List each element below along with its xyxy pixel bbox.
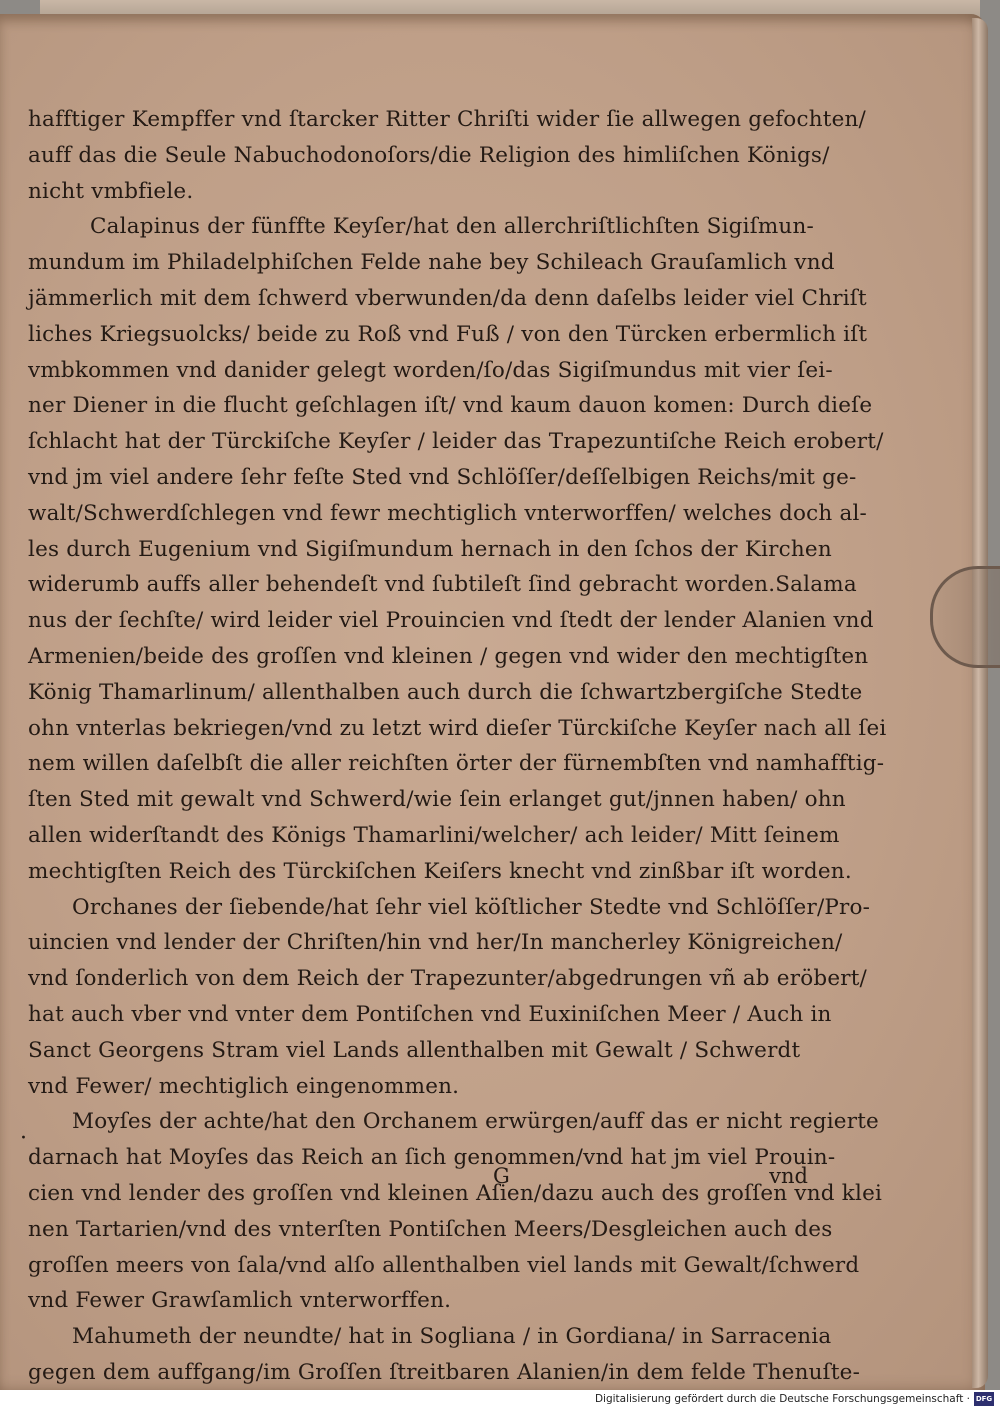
text-line: auff das die Seule Nabuchodonoſors/die Religion des himliſchen Königs/ bbox=[28, 142, 830, 168]
text-line: vnd Fewer Grawſamlich vnterworffen. bbox=[28, 1288, 452, 1314]
text-line: widerumb auffs aller behendeſt vnd ſubtileſt ſind gebracht worden.Salama bbox=[28, 572, 857, 598]
text-line: nen Tartarien/vnd des vnterſten Pontiſchen Meers/Desgleichen auch des bbox=[28, 1216, 833, 1242]
text-line: nem willen daſelbſt die aller reichſten örter der fürnembſten vnd namhafftig- bbox=[28, 751, 885, 777]
text-line: mundum im Philadelphiſchen Felde nahe bey Schileach Grauſamlich vnd bbox=[28, 250, 835, 276]
margin-mark: · bbox=[20, 1126, 27, 1151]
text-line: allen widerſtandt des Königs Thamarlini/welcher/ ach leider/ Mitt ſeinem bbox=[28, 822, 840, 848]
catchword: vnd bbox=[769, 1164, 808, 1188]
text-line: vnd jm viel andere ſehr feſte Sted vnd Schlöſſer/deſſelbigen Reichs/mit ge- bbox=[28, 464, 857, 490]
text-line: hat auch vber vnd vnter dem Pontiſchen vnd Euxiniſchen Meer / Auch in bbox=[28, 1001, 832, 1027]
page-edge bbox=[972, 18, 988, 1388]
text-line: ner Diener in die flucht geſchlagen iſt/ vnd kaum dauon komen: Durch dieſe bbox=[28, 393, 873, 419]
digitization-footer bbox=[0, 1390, 1000, 1412]
text-line: Calapinus der fünffte Keyſer/hat den allerchriſtlichſten Sigiſmun- bbox=[90, 214, 814, 240]
text-line: Mahumeth der neundte/ hat in Sogliana / in Gordiana/ in Sarracenia bbox=[72, 1324, 832, 1350]
signature-mark: G bbox=[493, 1164, 510, 1188]
dfg-credit-text: Digitalisierung gefördert durch die Deutsche Forschungsgemeinschaft · bbox=[594, 1393, 970, 1405]
text-line: cien vnd lender des groſſen vnd kleinen Aſien/dazu auch des groſſen vnd klei bbox=[28, 1180, 883, 1206]
text-line: Armenien/beide des groſſen vnd kleinen / gegen vnd wider den mechtigſten bbox=[28, 643, 869, 669]
signature-row bbox=[28, 1164, 818, 1198]
dfg-logo-icon: DFG bbox=[974, 1392, 994, 1406]
text-line: nicht vmbfiele. bbox=[28, 178, 194, 204]
text-line: uincien vnd lender der Chriſten/hin vnd her/In mancherley Königreichen/ bbox=[28, 930, 843, 956]
text-line: walt/Schwerdſchlegen vnd fewr mechtiglich vnterworffen/ welches doch al- bbox=[28, 500, 868, 526]
text-line: liches Kriegsuolcks/ beide zu Roß vnd Fuß / von den Türcken erbermlich iſt bbox=[28, 321, 868, 347]
text-line: les durch Eugenium vnd Sigiſmundum hernach in den ſchos der Kirchen bbox=[28, 536, 832, 562]
text-line: Sanct Georgens Stram viel Lands allenthalben mit Gewalt / Schwerdt bbox=[28, 1037, 801, 1063]
text-line: jämmerlich mit dem ſchwerd vberwunden/da denn daſelbs leider viel Chriſt bbox=[28, 285, 867, 311]
text-line: hafftiger Kempffer vnd ſtarcker Ritter Chriſti wider ſie allwegen gefochten/ bbox=[28, 107, 866, 132]
text-line: vnd ſonderlich von dem Reich der Trapezunter/abgedrungen vñ ab eröbert/ bbox=[28, 966, 867, 992]
text-line: darnach hat Moyſes das Reich an ſich genommen/vnd hat jm viel Prouin- bbox=[28, 1145, 836, 1171]
text-line: ſchlacht hat der Türckiſche Keyſer / leider das Trapezuntiſche Reich erobert/ bbox=[28, 429, 884, 455]
text-line: ſten Sted mit gewalt vnd Schwerd/wie ſein erlanget gut/jnnen haben/ ohn bbox=[28, 787, 846, 813]
text-line: ohn vnterlas bekriegen/vnd zu letzt wird dieſer Türckiſche Keyſer nach all ſei bbox=[28, 715, 887, 741]
text-line: Moyſes der achte/hat den Orchanem erwürgen/auff das er nicht regierte bbox=[72, 1109, 879, 1135]
text-line: König Thamarlinum/ allenthalben auch durch die ſchwartzbergiſche Stedte bbox=[28, 679, 863, 705]
text-line: mechtigſten Reich des Türckiſchen Keiſers knecht vnd zinßbar iſt worden. bbox=[28, 858, 852, 884]
text-line: Orchanes der ſiebende/hat ſehr viel köſtlicher Stedte vnd Schlöſſer/Pro- bbox=[72, 894, 871, 920]
text-line: gegen dem auffgang/im Groſſen ſtreitbaren Alanien/in dem felde Thenuſte- bbox=[28, 1359, 861, 1385]
text-line: nus der ſechſte/ wird leider viel Prouincien vnd ſtedt der lender Alanien vnd bbox=[28, 608, 874, 634]
text-line: groſſen meers von ſala/vnd alſo allenthalben viel lands mit Gewalt/ſchwerd bbox=[28, 1252, 860, 1278]
text-line: vnd Fewer/ mechtiglich eingenommen. bbox=[28, 1073, 460, 1099]
text-line: vmbkommen vnd danider gelegt worden/ſo/das Sigiſmundus mit vier ſei- bbox=[28, 357, 833, 383]
